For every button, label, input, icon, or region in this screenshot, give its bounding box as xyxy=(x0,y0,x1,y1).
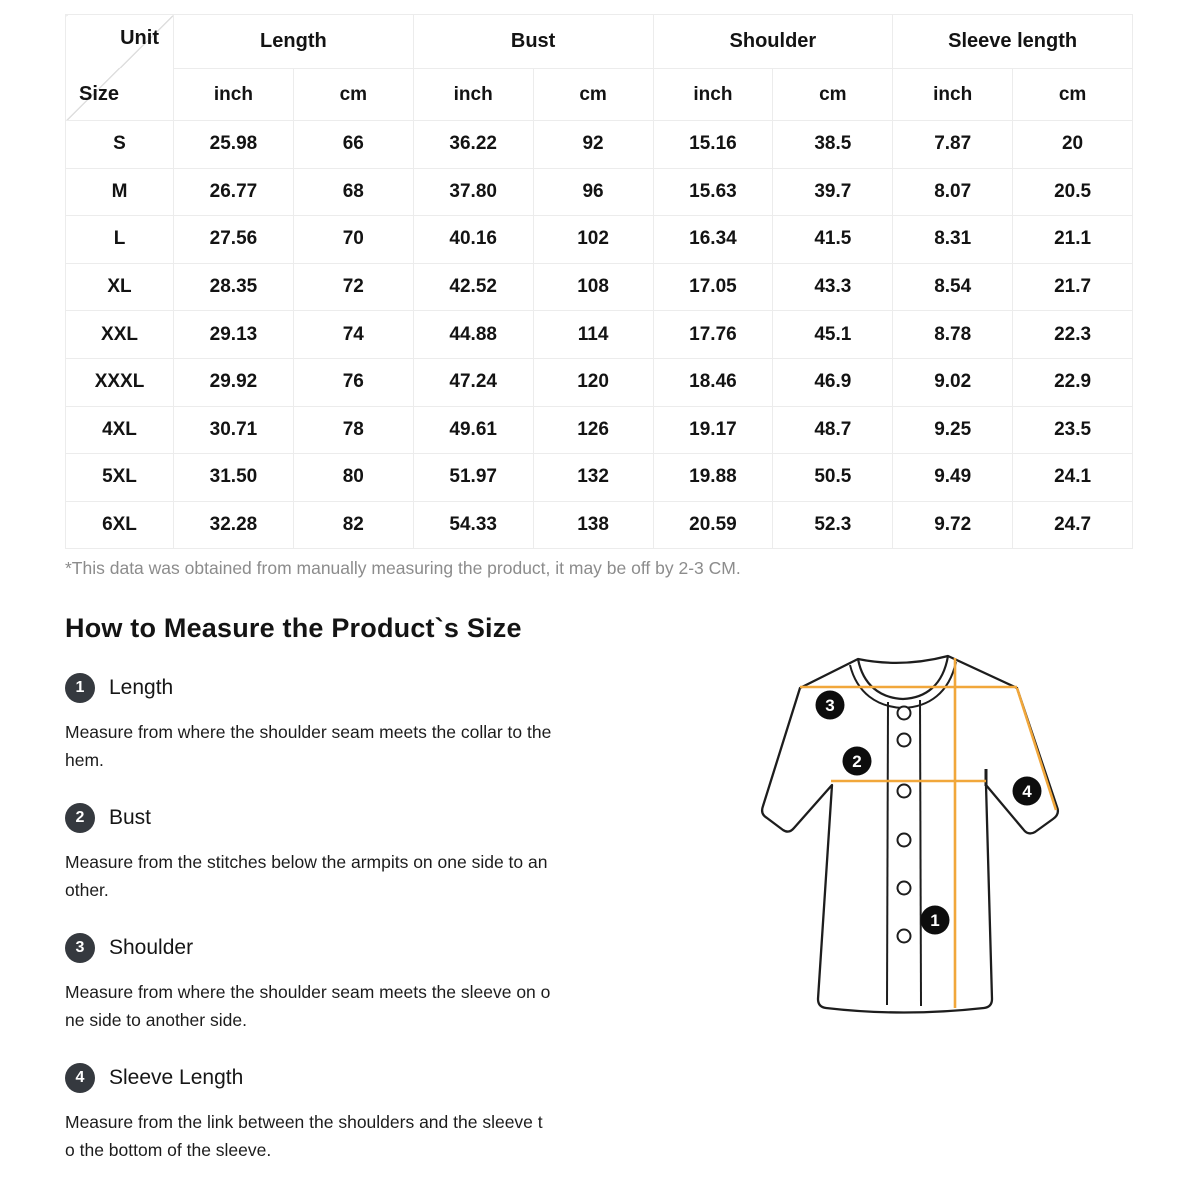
badge-4-label: 4 xyxy=(1022,782,1032,802)
description-line: other. xyxy=(65,879,109,900)
description-line: Measure from the link between the shoulders and the sleeve t xyxy=(65,1112,543,1132)
measurement-cell: 78 xyxy=(293,406,413,454)
measurement-cell: 68 xyxy=(293,168,413,216)
measurement-cell: 37.80 xyxy=(413,168,533,216)
measurement-cell: 23.5 xyxy=(1013,406,1133,454)
measurement-cell: 49.61 xyxy=(413,406,533,454)
measurement-cell: 21.7 xyxy=(1013,263,1133,311)
guide-item-length xyxy=(65,673,665,774)
button-icon xyxy=(898,834,911,847)
measurement-cell: 42.52 xyxy=(413,263,533,311)
badge-2-label: 2 xyxy=(852,752,862,772)
measurement-cell: 29.92 xyxy=(174,358,294,406)
table-row xyxy=(66,501,1133,549)
measurement-cell: 7.87 xyxy=(893,121,1013,169)
measurement-cell: 47.24 xyxy=(413,358,533,406)
measurement-cell: 36.22 xyxy=(413,121,533,169)
measurement-cell: 45.1 xyxy=(773,311,893,359)
diagram-badge-4 xyxy=(1013,777,1042,806)
measurement-cell: 25.98 xyxy=(174,121,294,169)
guide-item-shoulder xyxy=(65,933,665,1034)
button-icon xyxy=(898,930,911,943)
step-title: Shoulder xyxy=(109,936,194,959)
col-group-length: Length xyxy=(174,15,414,69)
button-icon xyxy=(898,734,911,747)
unit-header: inch xyxy=(653,69,773,121)
guide-item-sleeve-length xyxy=(65,1063,665,1164)
col-group-bust: Bust xyxy=(413,15,653,69)
measurement-cell: 15.16 xyxy=(653,121,773,169)
size-cell: L xyxy=(66,216,174,264)
measurement-cell: 32.28 xyxy=(174,501,294,549)
table-row xyxy=(66,121,1133,169)
corner-size-label: Size xyxy=(79,83,120,105)
measurement-cell: 76 xyxy=(293,358,413,406)
measurement-cell: 92 xyxy=(533,121,653,169)
guide-item-header xyxy=(65,673,665,703)
measurement-cell: 8.54 xyxy=(893,263,1013,311)
step-title: Bust xyxy=(109,806,152,829)
corner-cell xyxy=(66,15,174,121)
table-row xyxy=(66,358,1133,406)
placket-right-line xyxy=(920,700,921,1006)
size-cell: 6XL xyxy=(66,501,174,549)
button-icon xyxy=(898,785,911,798)
step-2-badge: 2 xyxy=(65,803,95,833)
measurement-cell: 52.3 xyxy=(773,501,893,549)
measurement-cell: 72 xyxy=(293,263,413,311)
measurement-cell: 48.7 xyxy=(773,406,893,454)
measurement-cell: 50.5 xyxy=(773,454,893,502)
measurement-cell: 9.72 xyxy=(893,501,1013,549)
step-4-badge: 4 xyxy=(65,1063,95,1093)
guide-item-header xyxy=(65,1063,665,1093)
placket-left-line xyxy=(887,702,888,1005)
step-description xyxy=(65,719,665,774)
measurement-cell: 80 xyxy=(293,454,413,502)
measurement-cell: 39.7 xyxy=(773,168,893,216)
button-icon xyxy=(898,882,911,895)
measurement-cell: 28.35 xyxy=(174,263,294,311)
diagram-badge-2 xyxy=(843,747,872,776)
size-cell: S xyxy=(66,121,174,169)
measurement-cell: 16.34 xyxy=(653,216,773,264)
size-cell: XXXL xyxy=(66,358,174,406)
measurement-cell: 20.5 xyxy=(1013,168,1133,216)
measurement-cell: 17.05 xyxy=(653,263,773,311)
measurement-cell: 26.77 xyxy=(174,168,294,216)
guide-item-header xyxy=(65,933,665,963)
measurement-cell: 66 xyxy=(293,121,413,169)
table-row xyxy=(66,454,1133,502)
size-cell: 5XL xyxy=(66,454,174,502)
badge-1-label: 1 xyxy=(930,911,940,931)
step-3-badge: 3 xyxy=(65,933,95,963)
table-unit-header-row xyxy=(66,69,1133,121)
table-group-header-row xyxy=(66,15,1133,69)
description-line: ne side to another side. xyxy=(65,1009,247,1030)
measurement-cell: 8.78 xyxy=(893,311,1013,359)
measurement-cell: 138 xyxy=(533,501,653,549)
measurement-cell: 126 xyxy=(533,406,653,454)
measurement-cell: 29.13 xyxy=(174,311,294,359)
shirt-diagram xyxy=(740,638,1160,1038)
measure-guide-section xyxy=(65,612,665,1164)
unit-header: cm xyxy=(533,69,653,121)
button-icon xyxy=(898,707,911,720)
unit-header: cm xyxy=(293,69,413,121)
measurement-cell: 46.9 xyxy=(773,358,893,406)
measurement-cell: 27.56 xyxy=(174,216,294,264)
size-cell: 4XL xyxy=(66,406,174,454)
measurement-cell: 102 xyxy=(533,216,653,264)
measurement-cell: 22.3 xyxy=(1013,311,1133,359)
unit-header: inch xyxy=(413,69,533,121)
measurement-cell: 19.17 xyxy=(653,406,773,454)
guide-heading: How to Measure the Product`s Size xyxy=(65,613,522,643)
unit-header: inch xyxy=(893,69,1013,121)
step-description xyxy=(65,979,665,1034)
unit-header: inch xyxy=(174,69,294,121)
measurement-cell: 22.9 xyxy=(1013,358,1133,406)
diagram-badge-3 xyxy=(816,691,845,720)
guide-item-bust xyxy=(65,803,665,904)
measurement-cell: 31.50 xyxy=(174,454,294,502)
measurement-cell: 24.7 xyxy=(1013,501,1133,549)
description-line: Measure from the stitches below the armpits on one side to an xyxy=(65,852,548,872)
size-cell: XXL xyxy=(66,311,174,359)
table-row xyxy=(66,406,1133,454)
table-row xyxy=(66,216,1133,264)
col-group-sleeve-length: Sleeve length xyxy=(893,15,1133,69)
measurement-cell: 74 xyxy=(293,311,413,359)
measurement-cell: 114 xyxy=(533,311,653,359)
unit-header: cm xyxy=(773,69,893,121)
measurement-cell: 15.63 xyxy=(653,168,773,216)
step-title: Sleeve Length xyxy=(109,1066,244,1089)
description-line: hem. xyxy=(65,749,104,770)
table-row xyxy=(66,168,1133,216)
shirt-illustration xyxy=(740,638,1160,1038)
measurement-cell: 54.33 xyxy=(413,501,533,549)
description-line: Measure from where the shoulder seam meets the sleeve on o xyxy=(65,982,551,1002)
measurement-cell: 96 xyxy=(533,168,653,216)
measurement-cell: 17.76 xyxy=(653,311,773,359)
measurement-cell: 132 xyxy=(533,454,653,502)
measurement-cell: 38.5 xyxy=(773,121,893,169)
measurement-cell: 40.16 xyxy=(413,216,533,264)
step-description xyxy=(65,849,665,904)
step-title: Length xyxy=(109,676,174,699)
step-description xyxy=(65,1109,665,1164)
size-cell: XL xyxy=(66,263,174,311)
measurement-cell: 8.31 xyxy=(893,216,1013,264)
measurement-cell: 82 xyxy=(293,501,413,549)
measurement-cell: 41.5 xyxy=(773,216,893,264)
corner-unit-label: Unit xyxy=(120,27,159,49)
table-row xyxy=(66,263,1133,311)
measurement-cell: 20.59 xyxy=(653,501,773,549)
measurement-cell: 18.46 xyxy=(653,358,773,406)
size-cell: M xyxy=(66,168,174,216)
step-1-badge: 1 xyxy=(65,673,95,703)
diagram-badge-1 xyxy=(921,906,950,935)
measurement-cell: 9.02 xyxy=(893,358,1013,406)
measurement-cell: 44.88 xyxy=(413,311,533,359)
measurement-cell: 43.3 xyxy=(773,263,893,311)
measurement-cell: 70 xyxy=(293,216,413,264)
measurement-cell: 8.07 xyxy=(893,168,1013,216)
measurement-cell: 9.49 xyxy=(893,454,1013,502)
badge-3-label: 3 xyxy=(825,696,835,716)
measurement-cell: 24.1 xyxy=(1013,454,1133,502)
table-row xyxy=(66,311,1133,359)
size-chart-table xyxy=(65,14,1133,549)
measurement-cell: 20 xyxy=(1013,121,1133,169)
table-footnote: *This data was obtained from manually measuring the product, it may be off by 2-3 CM. xyxy=(65,558,741,578)
unit-header: cm xyxy=(1013,69,1133,121)
measurement-cell: 120 xyxy=(533,358,653,406)
description-line: Measure from where the shoulder seam meets the collar to the xyxy=(65,722,552,742)
measurement-cell: 30.71 xyxy=(174,406,294,454)
measurement-cell: 108 xyxy=(533,263,653,311)
measurement-cell: 9.25 xyxy=(893,406,1013,454)
measurement-cell: 21.1 xyxy=(1013,216,1133,264)
description-line: o the bottom of the sleeve. xyxy=(65,1139,272,1160)
measurement-cell: 19.88 xyxy=(653,454,773,502)
measurement-cell: 51.97 xyxy=(413,454,533,502)
guide-item-header xyxy=(65,803,665,833)
col-group-shoulder: Shoulder xyxy=(653,15,893,69)
